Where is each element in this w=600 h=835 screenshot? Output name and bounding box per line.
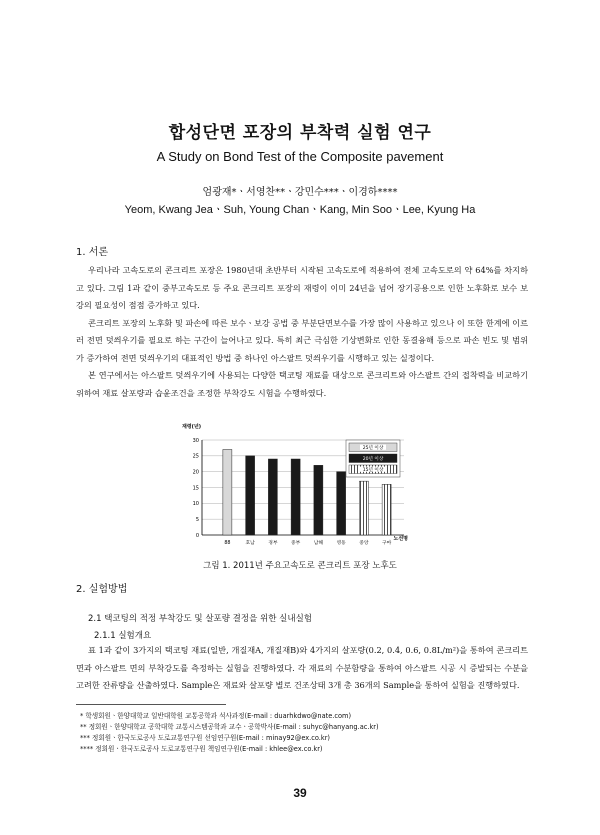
figure1-bar-chart	[180, 420, 420, 550]
section1-heading: 1. 서론	[76, 247, 109, 258]
bar	[246, 456, 255, 535]
y-tick-label: 5	[195, 516, 199, 523]
paragraph: 본 연구에서는 아스팔트 덧씌우기에 사용되는 다양한 택코팅 재료를 대상으로 콘크리트와 아스팔트 간의 접착력을 비교하기 위하여 재료 살포량과 습윤조건을 조정한 부착강도 시험을 수행하였다.	[76, 370, 528, 398]
paper-subtitle: A Study on Bond Test of the Composite pavement	[156, 149, 444, 164]
section1-body	[76, 262, 528, 402]
legend-label: 15년 이상	[362, 468, 384, 474]
subsection-2-1-1: 2.1.1 실험개요	[94, 631, 152, 641]
x-tick-label: 남해	[313, 541, 324, 546]
footnote: ** 정회원ㆍ한양대학교 공학대학 교통시스템공학과 교수ㆍ공학박사(E-mail : suhyc@hanyang.ac.kr)	[80, 723, 379, 731]
paragraph: 우리나라 고속도로의 콘크리트 포장은 1980년대 초반부터 시작된 고속도로에 적용하여 전체 고속도로의 약 64%를 차지하고 있다. 그림 1과 같이 중부고속도로 등 주요 콘크리트 포장의 재령이 이미 24년을 넘어 장기공용으로 인한 노후화로 보수 보강의 필요성이 점점 증가하고 있다.	[76, 265, 528, 310]
paper-title: 합성단면 포장의 부착력 실험 연구	[168, 123, 432, 143]
x-tick-label: 88	[224, 541, 231, 546]
bar	[223, 450, 232, 536]
section2-heading: 2. 실험방법	[76, 584, 128, 595]
authors-english: Yeom, Kwang JeaㆍSuh, Young ChanㆍKang, Min SooㆍLee, Kyung Ha	[124, 204, 476, 216]
y-tick-label: 0	[195, 532, 199, 539]
bar	[337, 472, 346, 535]
x-axis-label: 노선명	[393, 536, 408, 542]
bar	[291, 459, 300, 535]
y-axis-label: 재령(년)	[182, 424, 202, 430]
footnote: **** 정회원ㆍ한국도로공사 도로교통연구원 책임연구원(E-mail : khlee@ex.co.kr)	[80, 745, 323, 753]
authors-korean: 엄광재*ㆍ서영찬**ㆍ강민수***ㆍ이경하****	[202, 187, 398, 198]
x-tick-label: 호남	[245, 541, 255, 546]
legend-label: 20년 이상	[362, 457, 384, 463]
section2-body	[76, 642, 528, 695]
bar	[359, 481, 368, 535]
y-tick-label: 20	[192, 469, 199, 476]
x-tick-label: 경부	[268, 541, 278, 546]
subsection-2-1: 2.1 택코팅의 적정 부착강도 및 살포량 결정을 위한 실내실험	[88, 614, 312, 624]
x-tick-label: 중부	[290, 541, 301, 546]
figure1-caption: 그림 1. 2011년 주요고속도로 콘크리트 포장 노후도	[203, 561, 397, 571]
paragraph: 표 1과 같이 3가지의 택코팅 재료(일반, 개질재A, 개질재B)와 4가지의 살포량(0.2, 0.4, 0.6, 0.8L/m²)을 통하여 콘크리트 면과 아스팔트 면의 부착강도를 측정하는 실험을 진행하였다. 각 재료의 수분함량을 통하여 아스팔트 시공 시 증발되는 수분을 고려한 잔류량을 산출하였다. Sample은 재료와 살포량 별로 건조상태 3개 총 36개의 Sample을 통하여 실험을 진행하였다.	[76, 645, 528, 690]
footnote: *** 정회원ㆍ한국도로공사 도로교통연구원 선임연구원(E-mail : minay92@ex.co.kr)	[80, 734, 331, 742]
y-tick-label: 15	[192, 485, 199, 492]
x-tick-label: 구마	[381, 541, 392, 546]
paragraph: 콘크리트 포장의 노후화 및 파손에 따른 보수ㆍ보강 공법 중 부분단면보수를 가장 많이 사용하고 있으나 이 또한 한계에 이르러 전면 덧씌우기를 필요로 하는 구간이 늘어나고 있다. 특히 최근 극심한 기상변화로 인한 동결융해 등으로 파손 빈도 및 범위가 증가하여 전면 덧씌우기의 대표적인 방법 중 하나인 아스팔트 덧씌우기를 시행하고 있는 실정이다.	[76, 317, 528, 363]
bar	[382, 484, 391, 535]
legend-label: 25년 이상	[362, 446, 384, 452]
footnote-divider	[76, 704, 226, 705]
page-number: 39	[293, 786, 307, 800]
y-tick-label: 25	[192, 453, 199, 460]
footnote: * 학생회원ㆍ한양대학교 일반대학원 교통공학과 석사과정(E-mail : duarhkdwo@nate.com)	[80, 712, 352, 720]
bar	[314, 465, 323, 535]
bar	[268, 459, 277, 535]
x-tick-label: 중앙	[359, 541, 369, 546]
y-tick-label: 30	[192, 437, 199, 444]
footnotes	[80, 711, 379, 755]
x-tick-label: 영동	[336, 541, 346, 546]
y-tick-label: 10	[192, 501, 199, 508]
